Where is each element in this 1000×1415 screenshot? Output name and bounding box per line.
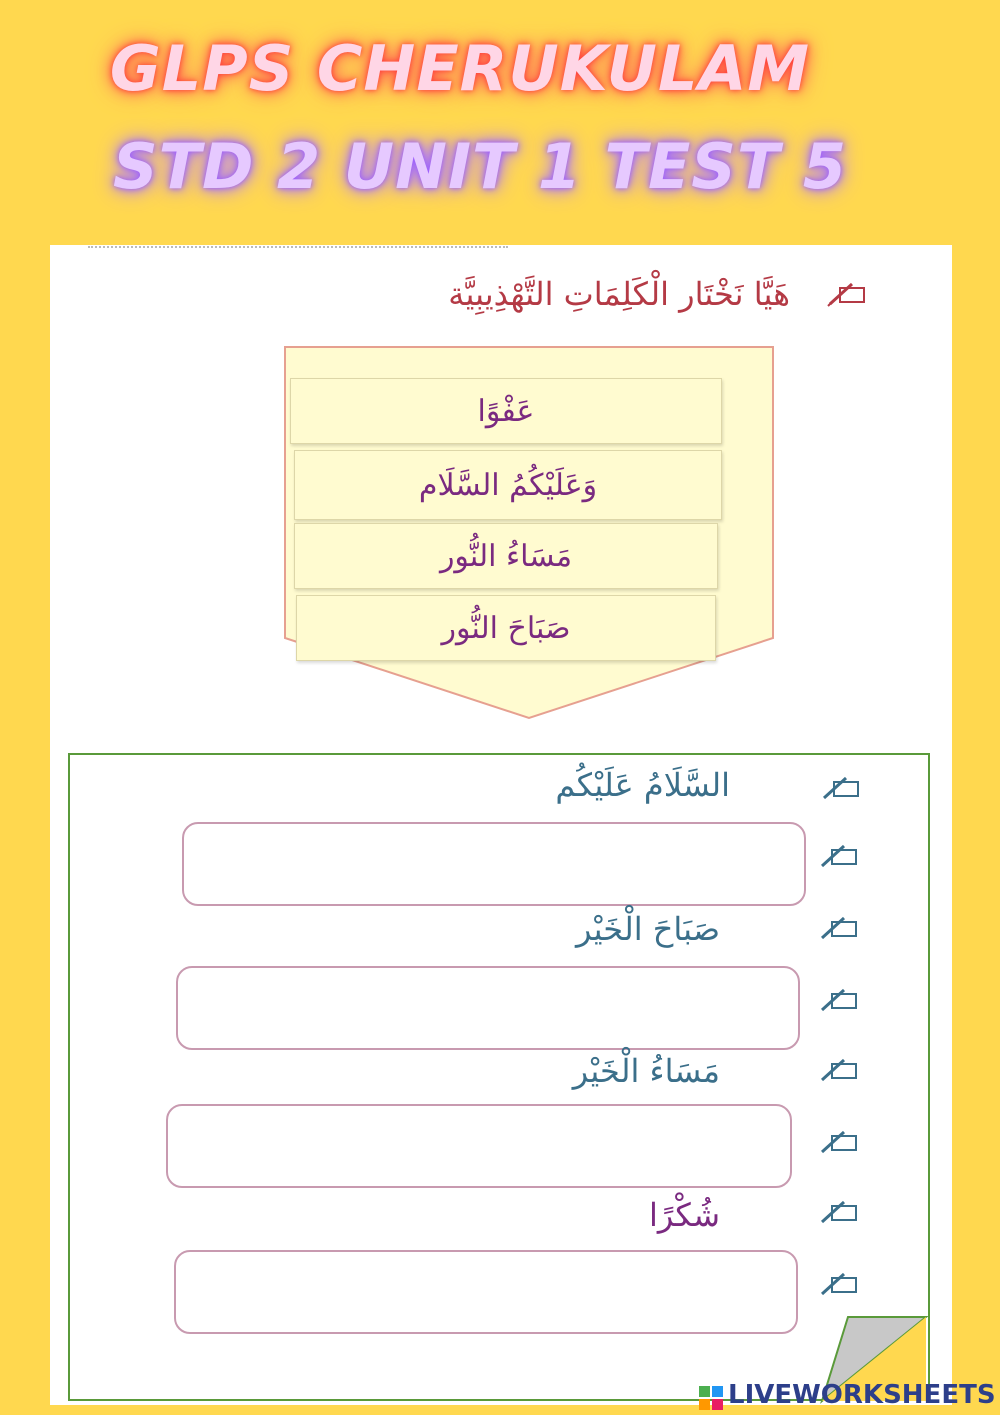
answer-input-4[interactable]	[176, 1252, 800, 1334]
pencil-writing-icon	[818, 1126, 862, 1160]
pencil-writing-icon	[818, 1054, 862, 1088]
page-title: GLPS CHERUKULAM	[109, 32, 811, 105]
answer-field-3[interactable]	[166, 1104, 792, 1188]
choice-2[interactable]: وَعَلَيْكُمُ السَّلَام	[294, 450, 722, 520]
prompt-4: شُكْرًا	[648, 1196, 720, 1234]
pencil-writing-icon	[818, 984, 862, 1018]
prompt-1: السَّلَامُ عَلَيْكُم	[555, 766, 730, 804]
answer-field-2[interactable]	[176, 966, 800, 1050]
watermark-text: LIVEWORKSHEETS	[728, 1380, 996, 1410]
answer-input-3[interactable]	[168, 1106, 794, 1188]
page-subtitle: STD 2 UNIT 1 TEST 5	[113, 130, 847, 203]
pencil-writing-icon	[818, 840, 862, 874]
answer-input-2[interactable]	[178, 968, 802, 1050]
liveworksheets-logo-icon	[698, 1385, 724, 1411]
pencil-writing-icon	[818, 1196, 862, 1230]
instruction-text: هَيَّا نَخْتَار الْكَلِمَاتِ التَّهْذِيبِيَّة	[448, 275, 790, 313]
dotted-line	[88, 238, 508, 248]
prompt-3: مَسَاءُ الْخَيْر	[572, 1052, 720, 1090]
prompt-2: صَبَاحَ الْخَيْر	[575, 910, 720, 948]
pencil-writing-icon	[818, 912, 862, 946]
choice-3[interactable]: مَسَاءُ النُّور	[294, 523, 718, 589]
pencil-writing-icon	[820, 772, 864, 806]
pencil-writing-icon	[818, 1268, 862, 1302]
choice-1[interactable]: عَفْوًا	[290, 378, 722, 444]
answer-field-4[interactable]	[174, 1250, 798, 1334]
answer-field-1[interactable]	[182, 822, 806, 906]
pencil-writing-icon	[826, 278, 870, 312]
answer-input-1[interactable]	[184, 824, 808, 906]
choice-4[interactable]: صَبَاحَ النُّور	[296, 595, 716, 661]
